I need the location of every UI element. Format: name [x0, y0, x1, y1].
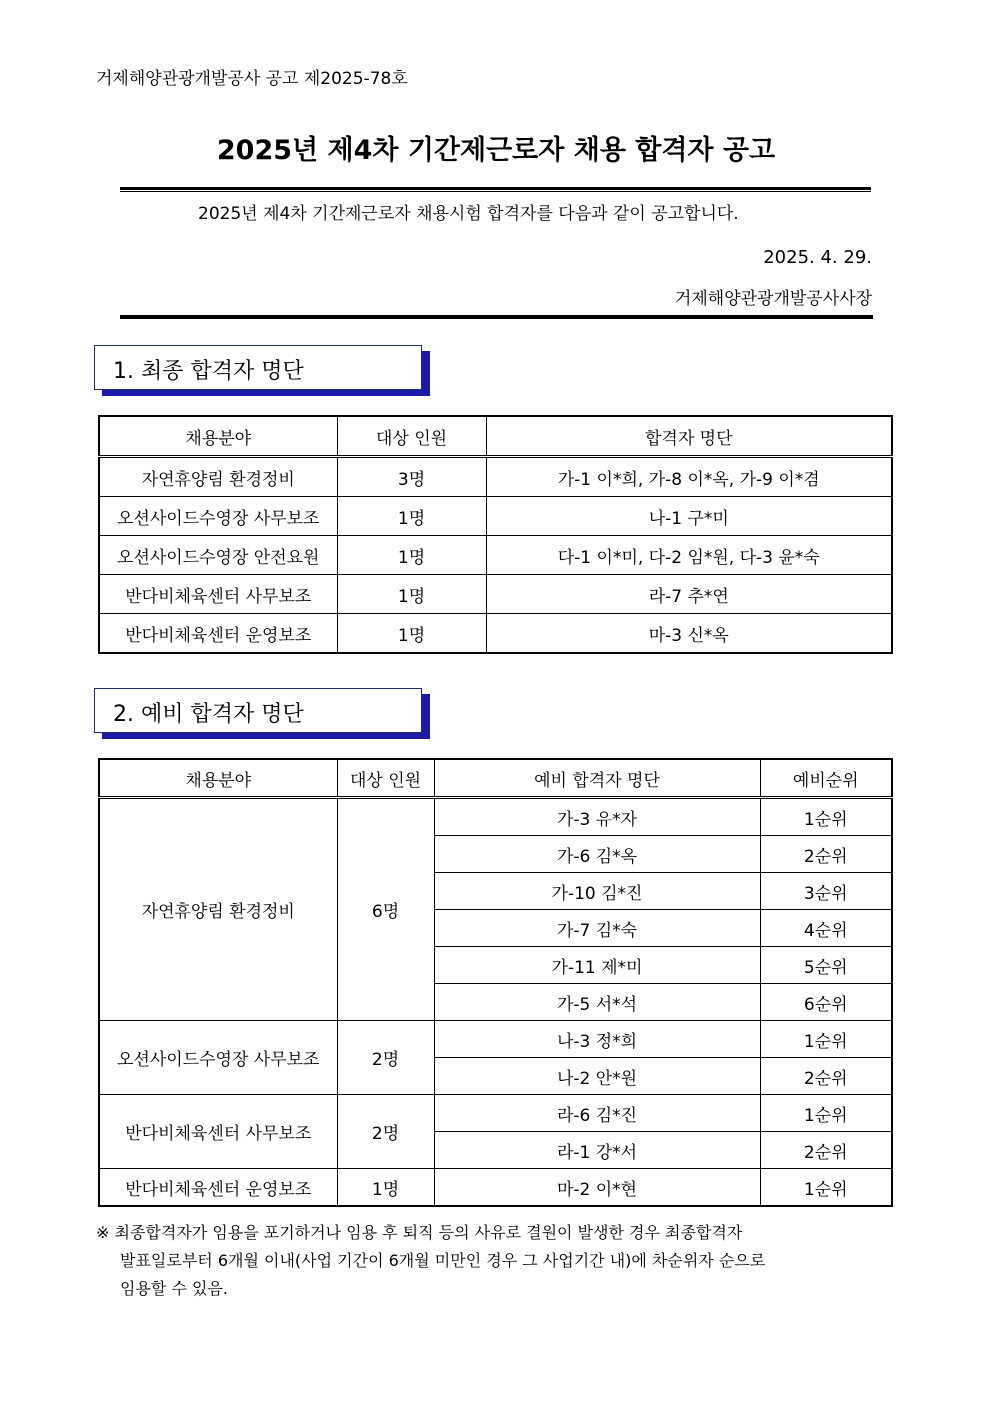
rank-cell: 2순위	[760, 836, 892, 873]
title-divider	[120, 187, 871, 192]
count-cell: 1명	[337, 575, 486, 614]
notice-date: 2025. 4. 29.	[763, 247, 872, 268]
names-cell: 가-1 이*희, 가-8 이*옥, 가-9 이*겸	[486, 457, 892, 497]
reserve-passers-table	[98, 758, 893, 1207]
count-cell: 1명	[337, 614, 486, 654]
field-cell: 반다비체육센터 운영보조	[99, 614, 337, 654]
rank-cell: 2순위	[760, 1058, 892, 1095]
field-cell: 오션사이드수영장 사무보조	[99, 1021, 337, 1095]
rank-cell: 1순위	[760, 1169, 892, 1207]
column-header: 대상 인원	[337, 759, 434, 798]
table-header-row	[99, 759, 892, 798]
names-cell: 라-7 추*연	[486, 575, 892, 614]
column-header: 합격자 명단	[486, 416, 892, 457]
reserve-name-cell: 가-6 김*옥	[434, 836, 760, 873]
header-divider	[120, 315, 873, 319]
rank-cell: 6순위	[760, 984, 892, 1021]
field-cell: 오션사이드수영장 사무보조	[99, 497, 337, 536]
names-cell: 다-1 이*미, 다-2 임*원, 다-3 윤*숙	[486, 536, 892, 575]
rank-cell: 1순위	[760, 1021, 892, 1058]
column-header: 채용분야	[99, 416, 337, 457]
rank-cell: 1순위	[760, 1095, 892, 1132]
column-header: 대상 인원	[337, 416, 486, 457]
names-cell: 마-3 신*옥	[486, 614, 892, 654]
count-cell: 2명	[337, 1021, 434, 1095]
table-row	[99, 798, 892, 836]
section2-heading-box	[94, 688, 422, 733]
section2-heading: 2. 예비 합격자 명단	[113, 702, 304, 727]
rank-cell: 1순위	[760, 798, 892, 836]
page-title: 2025년 제4차 기간제근로자 채용 합격자 공고	[216, 135, 776, 166]
field-cell: 자연휴양림 환경정비	[99, 457, 337, 497]
table-header-row	[99, 416, 892, 457]
table-row	[99, 1169, 892, 1207]
footnote	[96, 1219, 886, 1303]
table-row	[99, 614, 892, 654]
reserve-name-cell: 라-6 김*진	[434, 1095, 760, 1132]
count-cell: 2명	[337, 1095, 434, 1169]
reserve-name-cell: 가-11 제*미	[434, 947, 760, 984]
rank-cell: 5순위	[760, 947, 892, 984]
footnote-line: 임용할 수 있음.	[120, 1279, 228, 1298]
field-cell: 반다비체육센터 사무보조	[99, 1095, 337, 1169]
reserve-name-cell: 가-5 서*석	[434, 984, 760, 1021]
count-cell: 3명	[337, 457, 486, 497]
field-cell: 오션사이드수영장 안전요원	[99, 536, 337, 575]
reserve-name-cell: 나-3 정*희	[434, 1021, 760, 1058]
reserve-name-cell: 마-2 이*현	[434, 1169, 760, 1207]
rank-cell: 2순위	[760, 1132, 892, 1169]
count-cell: 1명	[337, 536, 486, 575]
count-cell: 6명	[337, 798, 434, 1021]
rank-cell: 4순위	[760, 910, 892, 947]
table-row	[99, 1095, 892, 1132]
table-row	[99, 497, 892, 536]
reserve-name-cell: 라-1 강*서	[434, 1132, 760, 1169]
section1-heading-box	[94, 345, 422, 390]
column-header: 예비순위	[760, 759, 892, 798]
notice-number: 거제해양관광개발공사 공고 제2025-78호	[96, 69, 408, 89]
reserve-name-cell: 가-7 김*숙	[434, 910, 760, 947]
table-row	[99, 575, 892, 614]
issuer-name: 거제해양관광개발공사사장	[674, 289, 872, 309]
reserve-name-cell: 가-3 유*자	[434, 798, 760, 836]
reserve-name-cell: 가-10 김*진	[434, 873, 760, 910]
intro-text: 2025년 제4차 기간제근로자 채용시험 합격자를 다음과 같이 공고합니다.	[198, 204, 739, 224]
table-row	[99, 457, 892, 497]
names-cell: 나-1 구*미	[486, 497, 892, 536]
count-cell: 1명	[337, 497, 486, 536]
field-cell: 자연휴양림 환경정비	[99, 798, 337, 1021]
footnote-line: ※ 최종합격자가 임용을 포기하거나 임용 후 퇴직 등의 사유로 결원이 발생한 경우 최종합격자	[96, 1223, 743, 1242]
field-cell: 반다비체육센터 사무보조	[99, 575, 337, 614]
column-header: 채용분야	[99, 759, 337, 798]
table-row	[99, 1021, 892, 1058]
table-row	[99, 536, 892, 575]
final-passers-table	[98, 415, 893, 654]
column-header: 예비 합격자 명단	[434, 759, 760, 798]
section1-heading: 1. 최종 합격자 명단	[113, 359, 304, 384]
footnote-line: 발표일로부터 6개월 이내(사업 기간이 6개월 미만인 경우 그 사업기간 내)에 차순위자 순으로	[120, 1251, 766, 1270]
rank-cell: 3순위	[760, 873, 892, 910]
field-cell: 반다비체육센터 운영보조	[99, 1169, 337, 1207]
count-cell: 1명	[337, 1169, 434, 1207]
reserve-name-cell: 나-2 안*원	[434, 1058, 760, 1095]
